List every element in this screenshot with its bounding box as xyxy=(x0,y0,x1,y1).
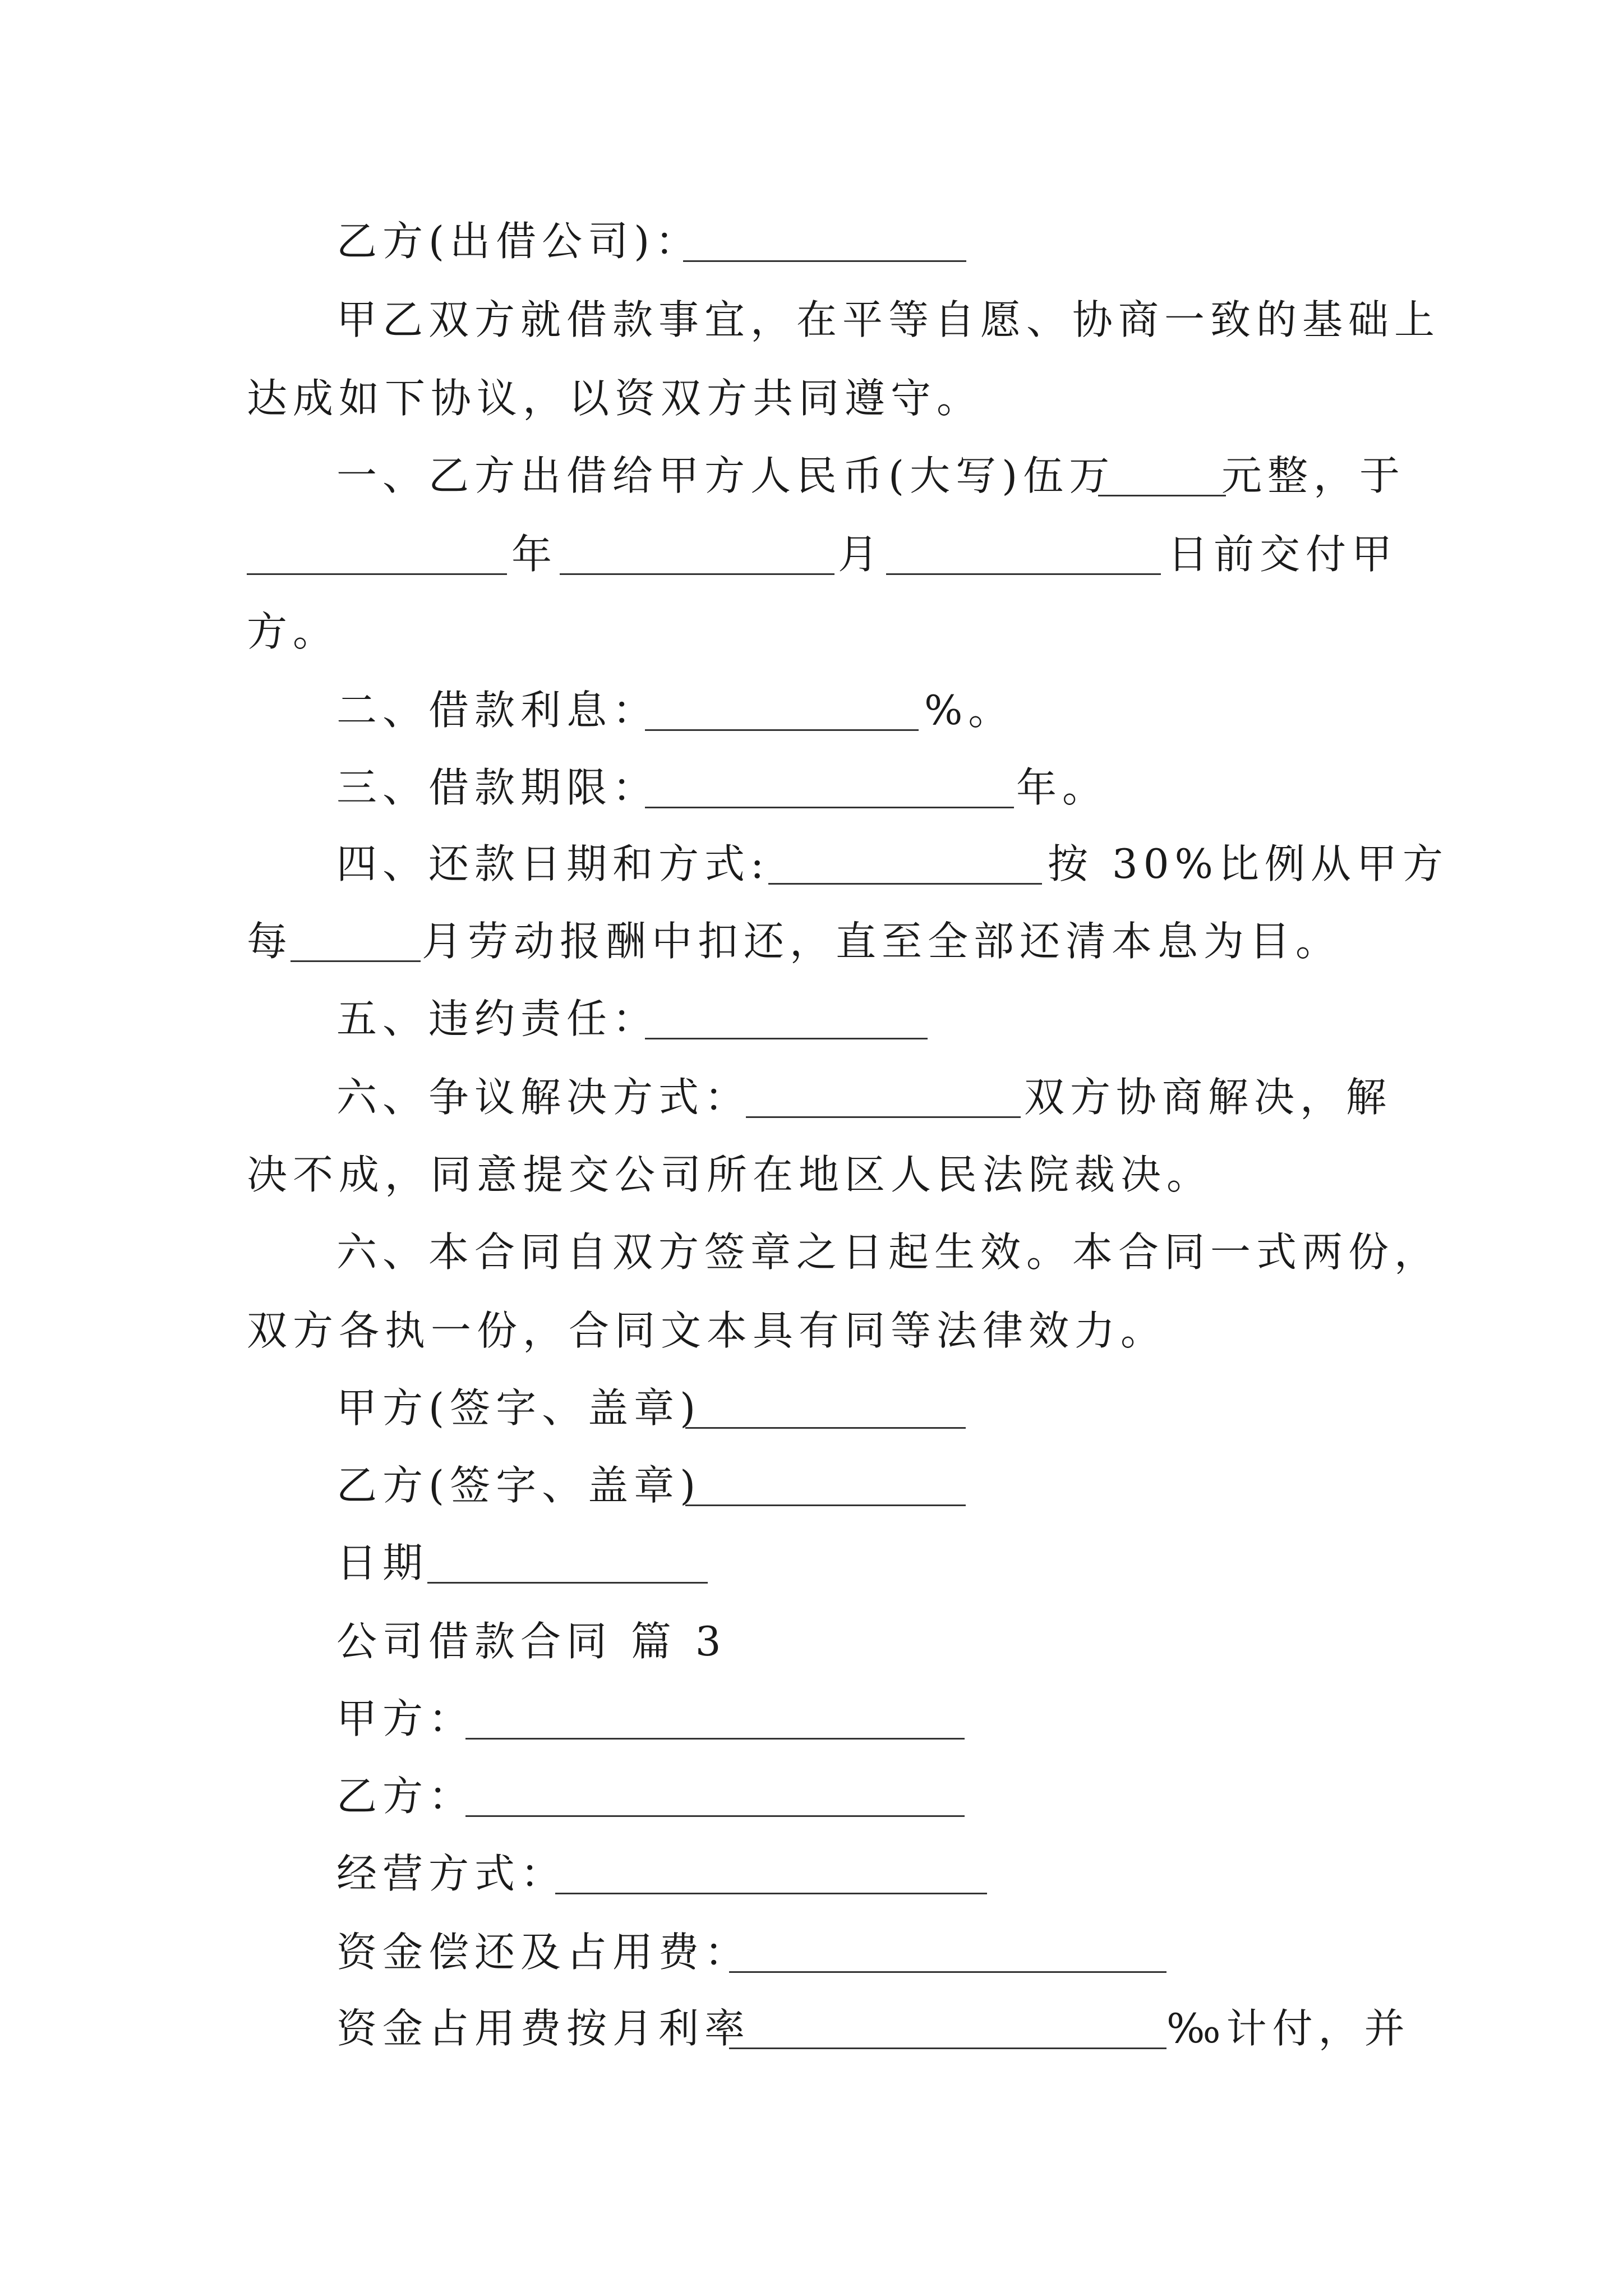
text-segment: 甲方(签字、盖章) xyxy=(336,1384,702,1432)
line-s3-business-mode xyxy=(0,1834,1623,1913)
line-s3-party-b xyxy=(0,1757,1623,1835)
line-clause-1-line-2 xyxy=(0,515,1623,593)
fill-in-blank[interactable] xyxy=(465,1738,965,1740)
text-segment: 方。 xyxy=(247,608,339,655)
line-clause-7-line-1 xyxy=(0,1213,1623,1291)
fill-in-blank[interactable] xyxy=(1098,495,1226,496)
text-segment: 乙方： xyxy=(336,1773,475,1820)
fill-in-blank[interactable] xyxy=(465,1815,965,1817)
text-segment: 双方协商解决，解 xyxy=(1024,1074,1393,1121)
text-segment: 四、还款日期和方式: xyxy=(336,840,770,887)
text-segment: 甲方： xyxy=(336,1695,475,1742)
text-segment: 二、借款利息： xyxy=(336,687,659,734)
fill-in-blank[interactable] xyxy=(427,1582,708,1584)
fill-in-blank[interactable] xyxy=(685,1427,966,1429)
line-clause-5 xyxy=(0,979,1623,1058)
line-clause-6-line-1 xyxy=(0,1058,1623,1137)
text-segment: 五、违约责任： xyxy=(336,995,659,1042)
fill-in-blank[interactable] xyxy=(645,807,1014,808)
line-party-b-lender xyxy=(0,202,1623,280)
text-segment: 公司借款合同 篇 3 xyxy=(336,1618,727,1665)
text-segment: 三、借款期限： xyxy=(336,764,659,811)
fill-in-blank[interactable] xyxy=(729,2047,1166,2049)
line-section-3-title xyxy=(0,1602,1623,1681)
line-clause-7-line-2 xyxy=(0,1291,1623,1370)
line-clause-1-line-1 xyxy=(0,436,1623,515)
line-sign-party-a xyxy=(0,1369,1623,1447)
text-segment: 每 xyxy=(247,918,293,965)
fill-in-blank[interactable] xyxy=(729,1971,1166,1973)
text-segment: 一、乙方出借给甲方人民币(大写)伍万 xyxy=(336,452,1115,499)
fill-in-blank[interactable] xyxy=(886,573,1161,575)
fill-in-blank[interactable] xyxy=(247,573,507,575)
line-clause-6-line-2 xyxy=(0,1135,1623,1214)
line-sign-date xyxy=(0,1524,1623,1602)
text-segment: 甲乙双方就借款事宜，在平等自愿、协商一致的基础上 xyxy=(336,296,1441,343)
line-s3-monthly-rate xyxy=(0,1989,1623,2068)
text-segment: %。 xyxy=(924,687,1015,734)
text-segment: ‰计付，并 xyxy=(1166,2005,1410,2052)
text-segment: 资金偿还及占用费： xyxy=(336,1929,751,1976)
line-clause-4-line-1 xyxy=(0,825,1623,903)
text-segment: 月 xyxy=(838,531,884,578)
line-preamble-2 xyxy=(0,359,1623,438)
line-sign-party-b xyxy=(0,1446,1623,1525)
fill-in-blank[interactable] xyxy=(768,883,1042,885)
text-segment: 月劳动报酬中扣还，直至全部还清本息为目。 xyxy=(422,918,1342,965)
text-segment: 资金占用费按月利率 xyxy=(336,2005,751,2052)
fill-in-blank[interactable] xyxy=(560,573,834,575)
text-segment: 双方各执一份，合同文本具有同等法律效力。 xyxy=(247,1307,1167,1354)
text-segment: 乙方(签字、盖章) xyxy=(336,1462,702,1509)
text-segment: 经营方式： xyxy=(336,1850,567,1897)
line-clause-3 xyxy=(0,748,1623,827)
fill-in-blank[interactable] xyxy=(645,729,919,731)
text-segment: 日前交付甲 xyxy=(1168,531,1398,578)
fill-in-blank[interactable] xyxy=(683,260,966,262)
line-preamble-1 xyxy=(0,280,1623,359)
fill-in-blank[interactable] xyxy=(555,1893,987,1894)
line-clause-1-line-3 xyxy=(0,592,1623,671)
text-segment: 达成如下协议，以资双方共同遵守。 xyxy=(247,375,983,422)
text-segment: 年 xyxy=(511,531,558,578)
text-segment: 元整，于 xyxy=(1221,452,1406,499)
fill-in-blank[interactable] xyxy=(746,1116,1021,1118)
line-s3-party-a xyxy=(0,1680,1623,1758)
line-clause-4-line-2 xyxy=(0,902,1623,981)
line-s3-repayment-fee xyxy=(0,1913,1623,1991)
text-segment: 六、本合同自双方签章之日起生效。本合同一式两份， xyxy=(336,1228,1441,1276)
text-segment: 日期 xyxy=(336,1539,429,1586)
text-segment: 六、争议解决方式： xyxy=(336,1074,751,1121)
fill-in-blank[interactable] xyxy=(645,1038,928,1039)
text-segment: 年。 xyxy=(1016,764,1109,811)
text-segment: 决不成，同意提交公司所在地区人民法院裁决。 xyxy=(247,1151,1213,1198)
fill-in-blank[interactable] xyxy=(291,960,421,962)
text-segment: 乙方(出借公司)： xyxy=(336,218,702,265)
line-clause-2 xyxy=(0,671,1623,749)
fill-in-blank[interactable] xyxy=(685,1504,966,1506)
text-segment: 按 30%比例从甲方 xyxy=(1048,840,1449,887)
